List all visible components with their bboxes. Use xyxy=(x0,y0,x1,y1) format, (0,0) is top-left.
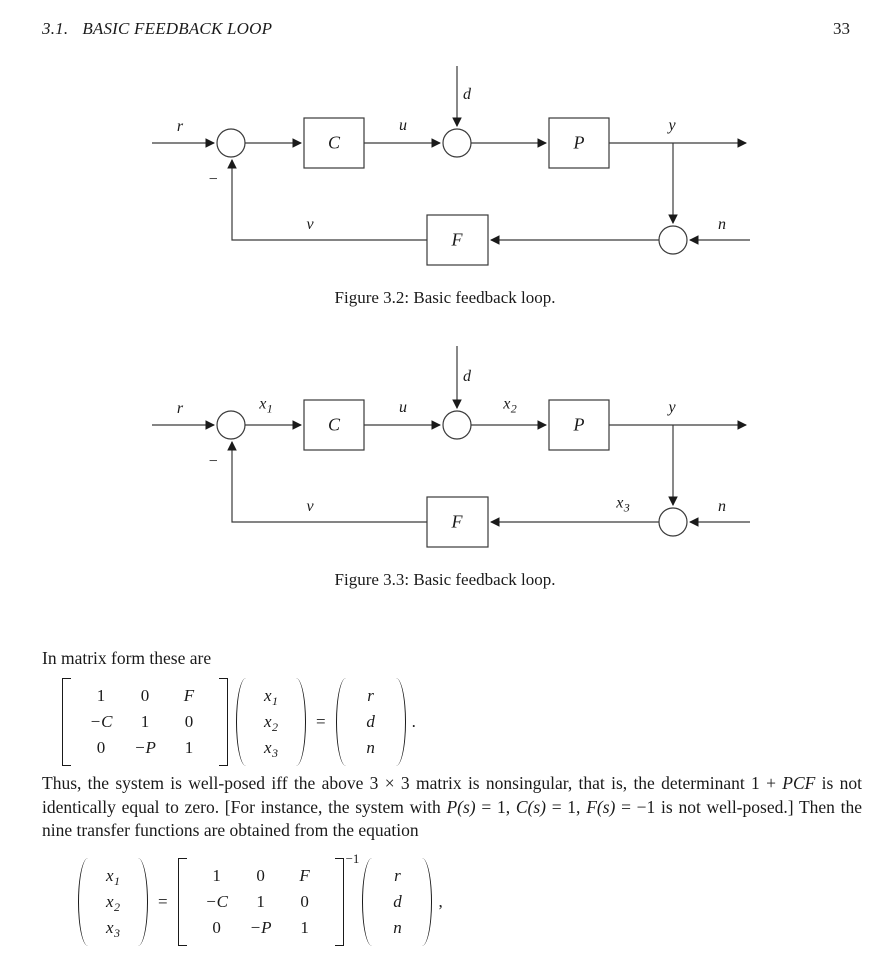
vector-cell: d xyxy=(366,712,375,731)
vector-cell: $x_2$ xyxy=(105,892,121,914)
signal-y: y xyxy=(668,117,676,134)
figure-3-3-caption: Figure 3.3: Basic feedback loop. xyxy=(334,570,556,589)
section-number: 3.1. xyxy=(42,19,69,38)
label-block-C: C xyxy=(327,414,341,435)
label-block-P: P xyxy=(573,414,585,435)
vector-cell: $x_1$ xyxy=(263,686,279,708)
right-paren xyxy=(296,678,306,766)
state-vector xyxy=(236,678,306,766)
state-vector xyxy=(78,858,148,946)
matrix-cell: 1 xyxy=(140,712,150,731)
signal-d: d xyxy=(463,368,471,385)
left-paren xyxy=(336,678,346,766)
figure-3-3-diagram xyxy=(140,340,760,552)
left-bracket xyxy=(178,858,187,946)
paragraph-text: = 1, xyxy=(545,796,587,817)
equals-sign: = xyxy=(158,892,168,911)
left-paren xyxy=(362,858,372,946)
summing-junction-disturbance xyxy=(443,129,471,157)
figure-3-2-diagram xyxy=(140,60,760,272)
summing-junction-noise xyxy=(659,226,687,254)
matrix-cell: 0 xyxy=(300,892,309,911)
label-block-C: C xyxy=(327,132,341,153)
summing-junction-error xyxy=(217,411,245,439)
vector-cell: n xyxy=(366,738,375,757)
right-paren xyxy=(138,858,148,946)
vector-cell: $x_1$ xyxy=(105,866,121,888)
matrix-cell: −P xyxy=(249,918,272,937)
matrix-cell: −C xyxy=(205,892,228,911)
signal-r: r xyxy=(176,400,184,417)
matrix-cell: 0 xyxy=(184,712,194,731)
body-paragraph xyxy=(42,772,862,843)
minus-sign: − xyxy=(207,171,219,188)
matrix-cell: F xyxy=(183,686,195,705)
figure-3-3-canvas xyxy=(140,340,760,552)
equation-period: . xyxy=(411,712,416,731)
feedback-return-path xyxy=(232,442,427,522)
signal-v: v xyxy=(306,216,314,233)
math-Fs: F(s) xyxy=(586,796,616,817)
running-header xyxy=(42,19,850,39)
intro-text: In matrix form these are xyxy=(42,648,212,668)
paragraph-text: = 1, xyxy=(475,796,516,817)
signal-v: v xyxy=(306,498,314,515)
page-number: 33 xyxy=(833,19,850,38)
feedback-return-path xyxy=(232,160,427,240)
signal-d: d xyxy=(463,86,471,103)
signal-y: y xyxy=(668,399,676,416)
matrix-cell: 0 xyxy=(140,686,150,705)
matrix-cell: 1 xyxy=(96,686,106,705)
input-vector xyxy=(362,858,432,946)
vector-cell: $x_3$ xyxy=(105,918,121,940)
input-vector xyxy=(336,678,406,766)
section-title: BASIC FEEDBACK LOOP xyxy=(82,19,273,38)
matrix-cell: 1 xyxy=(300,918,309,937)
signal-u: u xyxy=(399,117,407,134)
matrix-cell: 1 xyxy=(184,738,194,757)
right-bracket xyxy=(335,858,344,946)
inverse-exponent: −1 xyxy=(345,851,360,866)
left-paren xyxy=(236,678,246,766)
signal-n: n xyxy=(718,216,726,233)
matrix-cell: 1 xyxy=(256,892,265,911)
paragraph-text: = −1 is not well-posed.] Then the nine transfer functions are obtained from the equation xyxy=(42,796,863,840)
summing-junction-error xyxy=(217,129,245,157)
matrix-cell: 0 xyxy=(256,866,265,885)
matrix-equation-2 xyxy=(78,851,443,946)
matrix-cell: F xyxy=(299,866,310,885)
label-block-F: F xyxy=(451,229,463,250)
matrix-cell: 0 xyxy=(96,738,106,757)
math-PCF: PCF xyxy=(782,773,816,793)
vector-cell: r xyxy=(394,866,401,885)
matrix-equation-1 xyxy=(62,678,416,766)
right-paren xyxy=(396,678,406,766)
vector-cell: n xyxy=(393,918,402,937)
right-bracket xyxy=(219,678,228,766)
math-Ps: P(s) xyxy=(446,796,476,817)
left-bracket xyxy=(62,678,71,766)
signal-r: r xyxy=(176,118,184,135)
label-block-F: F xyxy=(451,511,463,532)
equation-comma: , xyxy=(438,892,443,911)
figure-3-2-canvas xyxy=(140,60,760,272)
matrix-cell: 1 xyxy=(212,866,221,885)
figure-3-2-caption: Figure 3.2: Basic feedback loop. xyxy=(334,288,556,307)
signal-x2: $x_2$ xyxy=(503,395,517,416)
paragraph-text: is not identically equal to zero. [For instance, the system with xyxy=(42,773,862,817)
label-block-P: P xyxy=(573,132,585,153)
matrix-cell: −C xyxy=(89,712,113,731)
signal-u: u xyxy=(399,399,407,416)
matrix-cell: −P xyxy=(134,738,156,757)
matrix-cell: 0 xyxy=(212,918,221,937)
vector-cell: $x_3$ xyxy=(263,738,279,760)
coefficient-matrix xyxy=(62,678,228,766)
right-paren xyxy=(422,858,432,946)
vector-cell: $x_2$ xyxy=(263,712,279,734)
vector-cell: d xyxy=(393,892,402,911)
signal-x1: $x_1$ xyxy=(259,395,273,416)
signal-x3: $x_3$ xyxy=(616,494,630,515)
math-Cs: C(s) xyxy=(515,796,546,817)
equals-sign: = xyxy=(316,712,326,731)
summing-junction-noise xyxy=(659,508,687,536)
coefficient-matrix xyxy=(178,858,344,946)
paragraph-text: Thus, the system is well-posed iff the above 3 × 3 matrix is nonsingular, that is, the determinant 1 + xyxy=(42,773,783,793)
vector-cell: r xyxy=(367,686,374,705)
section-heading xyxy=(42,19,272,39)
minus-sign: − xyxy=(207,453,219,470)
signal-n: n xyxy=(718,498,726,515)
summing-junction-disturbance xyxy=(443,411,471,439)
left-paren xyxy=(78,858,88,946)
